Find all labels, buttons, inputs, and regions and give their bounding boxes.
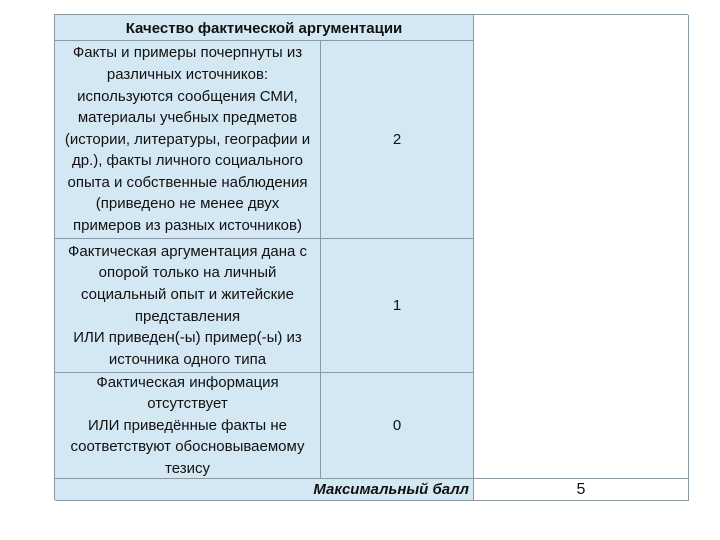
text-line: Фактическая аргументация дана с <box>67 242 308 260</box>
criterion-description-row-3 <box>55 373 321 479</box>
text-line: представления <box>134 307 241 325</box>
text-line: социальный опыт и житейские <box>81 285 294 303</box>
text-line: соответствуют обосновываемому <box>70 438 305 456</box>
text-line: различных источников: <box>106 65 269 83</box>
text-line: используются сообщения СМИ, <box>77 87 298 105</box>
text-line: материалы учебных предметов <box>77 109 298 127</box>
text-line: опыта и собственные наблюдения <box>67 173 308 191</box>
text-line: др.), факты личного социального <box>71 152 304 170</box>
max-score-value: 5 <box>474 479 689 501</box>
criterion-description-row-2 <box>55 239 321 373</box>
points-row-2: 1 <box>321 239 474 373</box>
criteria-table <box>54 14 688 500</box>
text-line: тезису <box>165 459 210 477</box>
text-line: Факты и примеры почерпнуты из <box>72 44 303 62</box>
text-line: примеров из разных источников) <box>73 217 302 235</box>
empty-score-column <box>474 15 689 479</box>
text-line: Фактическая информация <box>96 373 279 391</box>
text-line: ИЛИ приведённые факты не <box>87 416 288 434</box>
points-row-1: 2 <box>321 41 474 239</box>
criterion-description-row-1 <box>55 41 321 239</box>
text-line: источника одного типа <box>108 350 267 368</box>
table-header: Качество фактической аргументации <box>55 15 474 41</box>
points-row-3: 0 <box>321 373 474 479</box>
text-line: опорой только на личный <box>98 264 277 282</box>
text-line: ИЛИ приведен(-ы) пример(-ы) из <box>73 329 302 347</box>
text-line: (истории, литературы, географии и <box>64 130 311 148</box>
text-line: отсутствует <box>147 395 228 413</box>
text-line: (приведено не менее двух <box>95 195 280 213</box>
max-score-label: Максимальный балл <box>55 479 474 501</box>
